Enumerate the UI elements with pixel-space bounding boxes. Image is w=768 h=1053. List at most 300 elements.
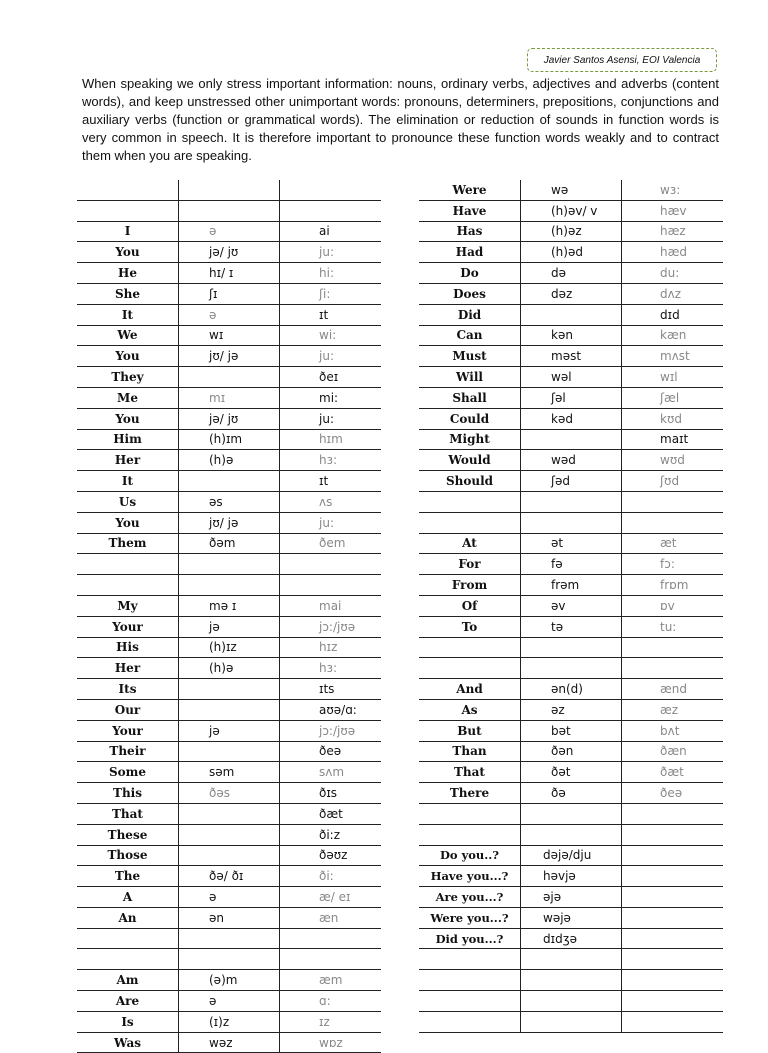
- word-cell: The: [77, 866, 179, 887]
- table-row: [77, 595, 381, 616]
- strong-form-cell: ɒv: [622, 595, 723, 616]
- table-row: [77, 283, 381, 304]
- table-row: [77, 1032, 381, 1053]
- word-cell: Does: [419, 283, 521, 304]
- strong-form-cell: jɔ:/jʊə: [280, 720, 381, 741]
- word-cell: I: [77, 221, 179, 242]
- word-cell: Us: [77, 491, 179, 512]
- word-cell: Your: [77, 616, 179, 637]
- word-cell: Do you..?: [419, 845, 521, 866]
- word-cell: Could: [419, 408, 521, 429]
- weak-form-cell: [179, 845, 280, 866]
- strong-form-cell: ðæt: [622, 762, 723, 783]
- weak-form-cell: ə: [179, 887, 280, 908]
- table-row: [419, 512, 723, 533]
- table-row: [77, 533, 381, 554]
- word-cell: Do: [419, 263, 521, 284]
- weak-form-cell: [521, 991, 622, 1012]
- strong-form-cell: hɜ:: [280, 450, 381, 471]
- strong-form-cell: hɜ:: [280, 658, 381, 679]
- word-cell: A: [77, 887, 179, 908]
- word-cell: Have you...?: [419, 866, 521, 887]
- word-cell: [419, 949, 521, 970]
- weak-form-cell: ə: [179, 221, 280, 242]
- weak-form-cell: əjə: [521, 887, 622, 908]
- strong-form-cell: [280, 928, 381, 949]
- weak-form-cell: ʃɪ: [179, 283, 280, 304]
- table-row: [77, 263, 381, 284]
- strong-form-cell: ɪz: [280, 1011, 381, 1032]
- strong-form-cell: ðəʊz: [280, 845, 381, 866]
- weak-form-cell: [179, 949, 280, 970]
- strong-form-cell: [280, 575, 381, 596]
- weak-form-cell: məst: [521, 346, 622, 367]
- table-row: [419, 221, 723, 242]
- word-cell: Had: [419, 242, 521, 263]
- table-row: [419, 970, 723, 991]
- table-row: [77, 387, 381, 408]
- strong-form-cell: frɒm: [622, 575, 723, 596]
- weak-form-cell: həvjə: [521, 866, 622, 887]
- strong-form-cell: [622, 824, 723, 845]
- word-cell: That: [77, 803, 179, 824]
- weak-form-cell: ə: [179, 991, 280, 1012]
- word-cell: Your: [77, 720, 179, 741]
- table-row: [77, 783, 381, 804]
- weak-form-cell: [521, 824, 622, 845]
- strong-form-cell: ʃæl: [622, 387, 723, 408]
- word-cell: [419, 803, 521, 824]
- weak-form-cell: [521, 304, 622, 325]
- weak-form-cell: jə/ jʊ: [179, 242, 280, 263]
- strong-form-cell: [622, 970, 723, 991]
- table-row: [419, 845, 723, 866]
- table-row: [77, 637, 381, 658]
- weak-form-cell: dəz: [521, 283, 622, 304]
- word-cell: Should: [419, 471, 521, 492]
- table-row: [77, 554, 381, 575]
- word-cell: Shall: [419, 387, 521, 408]
- weak-form-cell: ðə/ ðɪ: [179, 866, 280, 887]
- weak-form-cell: [179, 679, 280, 700]
- strong-form-cell: maɪt: [622, 429, 723, 450]
- strong-form-cell: æn: [280, 907, 381, 928]
- strong-form-cell: du:: [622, 263, 723, 284]
- weak-form-cell: tə: [521, 616, 622, 637]
- word-cell: Have: [419, 200, 521, 221]
- strong-form-cell: ðæt: [280, 803, 381, 824]
- table-row: [77, 699, 381, 720]
- word-cell: An: [77, 907, 179, 928]
- strong-form-cell: mai: [280, 595, 381, 616]
- weak-form-cell: mə ɪ: [179, 595, 280, 616]
- weak-form-cell: ə: [179, 304, 280, 325]
- word-cell: Was: [77, 1032, 179, 1053]
- weak-form-cell: əz: [521, 699, 622, 720]
- weak-form-cell: [179, 699, 280, 720]
- strong-form-cell: [280, 554, 381, 575]
- word-cell: That: [419, 762, 521, 783]
- word-cell: Of: [419, 595, 521, 616]
- table-row: [77, 762, 381, 783]
- table-row: [77, 845, 381, 866]
- word-cell: Than: [419, 741, 521, 762]
- strong-form-cell: [622, 949, 723, 970]
- word-cell: You: [77, 512, 179, 533]
- word-cell: [419, 970, 521, 991]
- strong-form-cell: hi:: [280, 263, 381, 284]
- table-row: [77, 887, 381, 908]
- strong-form-cell: ðɪs: [280, 783, 381, 804]
- table-row: [419, 637, 723, 658]
- table-row: [77, 970, 381, 991]
- word-cell: Them: [77, 533, 179, 554]
- weak-form-cell: [179, 928, 280, 949]
- strong-form-cell: wɜ:: [622, 180, 723, 200]
- word-cell: [77, 949, 179, 970]
- table-row: [419, 346, 723, 367]
- weak-form-cell: dəjə/dju: [521, 845, 622, 866]
- weak-form-cell: [521, 637, 622, 658]
- strong-form-cell: mʌst: [622, 346, 723, 367]
- weak-form-cell: [179, 575, 280, 596]
- weak-form-cell: wəjə: [521, 907, 622, 928]
- weak-form-cell: bət: [521, 720, 622, 741]
- strong-form-cell: wʊd: [622, 450, 723, 471]
- weak-form-cell: ðət: [521, 762, 622, 783]
- strong-form-cell: ju:: [280, 346, 381, 367]
- weak-form-cell: [179, 803, 280, 824]
- weak-form-cell: əv: [521, 595, 622, 616]
- strong-form-cell: [622, 491, 723, 512]
- table-row: [419, 616, 723, 637]
- weak-form-cell: ʃəd: [521, 471, 622, 492]
- strong-form-cell: [622, 991, 723, 1012]
- strong-form-cell: ænd: [622, 679, 723, 700]
- word-cell: Were: [419, 180, 521, 200]
- strong-form-cell: ju:: [280, 242, 381, 263]
- strong-form-cell: hɪm: [280, 429, 381, 450]
- table-row: [419, 887, 723, 908]
- table-row: [77, 221, 381, 242]
- word-cell: [419, 991, 521, 1012]
- weak-form-cell: wə: [521, 180, 622, 200]
- weak-form-cell: [179, 180, 280, 200]
- table-row: [419, 471, 723, 492]
- word-cell: Are you...?: [419, 887, 521, 908]
- strong-form-cell: ði:z: [280, 824, 381, 845]
- word-cell: This: [77, 783, 179, 804]
- strong-form-cell: tu:: [622, 616, 723, 637]
- table-row: [77, 1011, 381, 1032]
- word-cell: Must: [419, 346, 521, 367]
- word-cell: [419, 637, 521, 658]
- strong-form-cell: ðæn: [622, 741, 723, 762]
- word-cell: Did: [419, 304, 521, 325]
- word-cell: These: [77, 824, 179, 845]
- word-cell: Did you...?: [419, 928, 521, 949]
- strong-form-cell: æm: [280, 970, 381, 991]
- table-row: [77, 991, 381, 1012]
- table-row: [419, 824, 723, 845]
- weak-form-cell: jʊ/ jə: [179, 512, 280, 533]
- table-row: [419, 491, 723, 512]
- table-row: [419, 367, 723, 388]
- word-cell: Are: [77, 991, 179, 1012]
- table-row: [419, 658, 723, 679]
- word-cell: Its: [77, 679, 179, 700]
- word-cell: For: [419, 554, 521, 575]
- table-row: [77, 346, 381, 367]
- strong-form-cell: [622, 866, 723, 887]
- strong-form-cell: dɪd: [622, 304, 723, 325]
- strong-form-cell: bʌt: [622, 720, 723, 741]
- table-row: [419, 304, 723, 325]
- word-cell: [419, 658, 521, 679]
- table-row: [419, 200, 723, 221]
- table-row: [77, 408, 381, 429]
- intro-paragraph: When speaking we only stress important information: nouns, ordinary verbs, adjectives and adverbs (content words), and keep unstressed other unimportant words: pronouns, determiners, prepositions, conjunctions and auxiliary verbs (function or grammatical words). The elimination or reduction of sounds in function words is very common in speech. It is therefore important to pronounce these function words weakly and to contract them when you are speaking.: [82, 76, 719, 163]
- strong-form-cell: ɪt: [280, 304, 381, 325]
- weak-form-cell: [521, 803, 622, 824]
- weak-form-cell: (h)ɪz: [179, 637, 280, 658]
- strong-form-cell: ju:: [280, 408, 381, 429]
- word-cell: Him: [77, 429, 179, 450]
- table-row: [77, 824, 381, 845]
- strong-form-cell: hæd: [622, 242, 723, 263]
- strong-form-cell: [622, 887, 723, 908]
- table-row: [419, 679, 723, 700]
- word-cell: [77, 928, 179, 949]
- word-cell: Has: [419, 221, 521, 242]
- table-row: [419, 741, 723, 762]
- strong-form-cell: [622, 845, 723, 866]
- word-cell: Were you...?: [419, 907, 521, 928]
- word-cell: It: [77, 304, 179, 325]
- weak-form-cell: wɪ: [179, 325, 280, 346]
- weak-form-cell: (h)ɪm: [179, 429, 280, 450]
- table-row: [419, 242, 723, 263]
- word-cell: [77, 554, 179, 575]
- weak-form-cell: [521, 1011, 622, 1032]
- strong-form-cell: ðeə: [622, 783, 723, 804]
- weak-form-cell: (ɪ)z: [179, 1011, 280, 1032]
- weak-form-cell: [521, 512, 622, 533]
- table-row: [419, 180, 723, 200]
- word-cell: Would: [419, 450, 521, 471]
- word-cell: From: [419, 575, 521, 596]
- strong-form-cell: [280, 180, 381, 200]
- function-words-table-right: [419, 180, 723, 1033]
- strong-form-cell: [622, 803, 723, 824]
- word-cell: [419, 824, 521, 845]
- table-row: [77, 907, 381, 928]
- table-row: [419, 699, 723, 720]
- weak-form-cell: mɪ: [179, 387, 280, 408]
- function-words-table-left: [77, 180, 381, 1053]
- strong-form-cell: sʌm: [280, 762, 381, 783]
- table-row: [77, 803, 381, 824]
- table-row: [77, 741, 381, 762]
- strong-form-cell: [622, 512, 723, 533]
- strong-form-cell: [622, 637, 723, 658]
- table-row: [419, 720, 723, 741]
- word-cell: Her: [77, 450, 179, 471]
- table-row: [77, 928, 381, 949]
- table-row: [77, 471, 381, 492]
- word-cell: Is: [77, 1011, 179, 1032]
- table-row: [77, 325, 381, 346]
- table-row: [419, 1011, 723, 1032]
- word-cell: It: [77, 471, 179, 492]
- weak-form-cell: wəz: [179, 1032, 280, 1053]
- strong-form-cell: kʊd: [622, 408, 723, 429]
- strong-form-cell: wi:: [280, 325, 381, 346]
- weak-form-cell: frəm: [521, 575, 622, 596]
- table-row: [419, 450, 723, 471]
- table-row: [419, 991, 723, 1012]
- table-row: [419, 595, 723, 616]
- weak-form-cell: də: [521, 263, 622, 284]
- table-row: [77, 450, 381, 471]
- weak-form-cell: ðəs: [179, 783, 280, 804]
- weak-form-cell: [179, 554, 280, 575]
- weak-form-cell: ðən: [521, 741, 622, 762]
- strong-form-cell: ju:: [280, 512, 381, 533]
- word-cell: To: [419, 616, 521, 637]
- table-row: [419, 263, 723, 284]
- word-cell: Me: [77, 387, 179, 408]
- strong-form-cell: ai: [280, 221, 381, 242]
- strong-form-cell: wɪl: [622, 367, 723, 388]
- table-row: [419, 866, 723, 887]
- weak-form-cell: dɪdʒə: [521, 928, 622, 949]
- strong-form-cell: ðem: [280, 533, 381, 554]
- strong-form-cell: æz: [622, 699, 723, 720]
- word-cell: Her: [77, 658, 179, 679]
- word-cell: There: [419, 783, 521, 804]
- word-cell: [419, 512, 521, 533]
- table-row: [77, 512, 381, 533]
- weak-form-cell: jə/ jʊ: [179, 408, 280, 429]
- weak-form-cell: [179, 824, 280, 845]
- strong-form-cell: [280, 949, 381, 970]
- word-cell: She: [77, 283, 179, 304]
- table-row: [419, 429, 723, 450]
- word-cell: At: [419, 533, 521, 554]
- table-row: [77, 200, 381, 221]
- strong-form-cell: hæv: [622, 200, 723, 221]
- table-row: [419, 533, 723, 554]
- table-row: [77, 180, 381, 200]
- weak-form-cell: əs: [179, 491, 280, 512]
- table-row: [419, 387, 723, 408]
- strong-form-cell: [280, 200, 381, 221]
- strong-form-cell: ɑ:: [280, 991, 381, 1012]
- weak-form-cell: (h)ə: [179, 658, 280, 679]
- word-cell: Will: [419, 367, 521, 388]
- word-cell: You: [77, 346, 179, 367]
- word-cell: [77, 575, 179, 596]
- word-cell: We: [77, 325, 179, 346]
- table-row: [419, 803, 723, 824]
- strong-form-cell: ðeə: [280, 741, 381, 762]
- weak-form-cell: jʊ/ jə: [179, 346, 280, 367]
- strong-form-cell: hæz: [622, 221, 723, 242]
- word-cell: Our: [77, 699, 179, 720]
- weak-form-cell: kəd: [521, 408, 622, 429]
- weak-form-cell: wəl: [521, 367, 622, 388]
- weak-form-cell: səm: [179, 762, 280, 783]
- word-cell: Am: [77, 970, 179, 991]
- table-row: [77, 367, 381, 388]
- table-row: [419, 907, 723, 928]
- table-row: [77, 575, 381, 596]
- table-row: [77, 616, 381, 637]
- strong-form-cell: ði:: [280, 866, 381, 887]
- weak-form-cell: [521, 970, 622, 991]
- word-cell: He: [77, 263, 179, 284]
- word-cell: Those: [77, 845, 179, 866]
- strong-form-cell: wɒz: [280, 1032, 381, 1053]
- strong-form-cell: ʃi:: [280, 283, 381, 304]
- weak-form-cell: (h)ə: [179, 450, 280, 471]
- table-row: [77, 949, 381, 970]
- table-row: [419, 949, 723, 970]
- table-row: [77, 242, 381, 263]
- strong-form-cell: jɔ:/jʊə: [280, 616, 381, 637]
- word-cell: [419, 491, 521, 512]
- strong-form-cell: ðeɪ: [280, 367, 381, 388]
- weak-form-cell: [179, 200, 280, 221]
- table-row: [77, 658, 381, 679]
- word-cell: They: [77, 367, 179, 388]
- weak-form-cell: [521, 949, 622, 970]
- strong-form-cell: æ/ eɪ: [280, 887, 381, 908]
- strong-form-cell: dʌz: [622, 283, 723, 304]
- weak-form-cell: jə: [179, 616, 280, 637]
- table-row: [419, 408, 723, 429]
- word-cell: His: [77, 637, 179, 658]
- table-row: [77, 679, 381, 700]
- strong-form-cell: [622, 907, 723, 928]
- weak-form-cell: [179, 471, 280, 492]
- word-cell: And: [419, 679, 521, 700]
- strong-form-cell: ɪts: [280, 679, 381, 700]
- strong-form-cell: [622, 1011, 723, 1032]
- table-row: [419, 283, 723, 304]
- weak-form-cell: [521, 429, 622, 450]
- weak-form-cell: (ə)m: [179, 970, 280, 991]
- weak-form-cell: (h)əv/ v: [521, 200, 622, 221]
- weak-form-cell: ən(d): [521, 679, 622, 700]
- weak-form-cell: (h)əz: [521, 221, 622, 242]
- weak-form-cell: ʃəl: [521, 387, 622, 408]
- strong-form-cell: kæn: [622, 325, 723, 346]
- table-row: [77, 429, 381, 450]
- table-row: [419, 783, 723, 804]
- strong-form-cell: ʌs: [280, 491, 381, 512]
- weak-form-cell: ət: [521, 533, 622, 554]
- weak-form-cell: wəd: [521, 450, 622, 471]
- strong-form-cell: mi:: [280, 387, 381, 408]
- strong-form-cell: aʊə/ɑ:: [280, 699, 381, 720]
- word-cell: Some: [77, 762, 179, 783]
- table-row: [77, 866, 381, 887]
- strong-form-cell: ɪt: [280, 471, 381, 492]
- word-cell: As: [419, 699, 521, 720]
- author-box: Javier Santos Asensi, EOI Valencia: [527, 48, 717, 72]
